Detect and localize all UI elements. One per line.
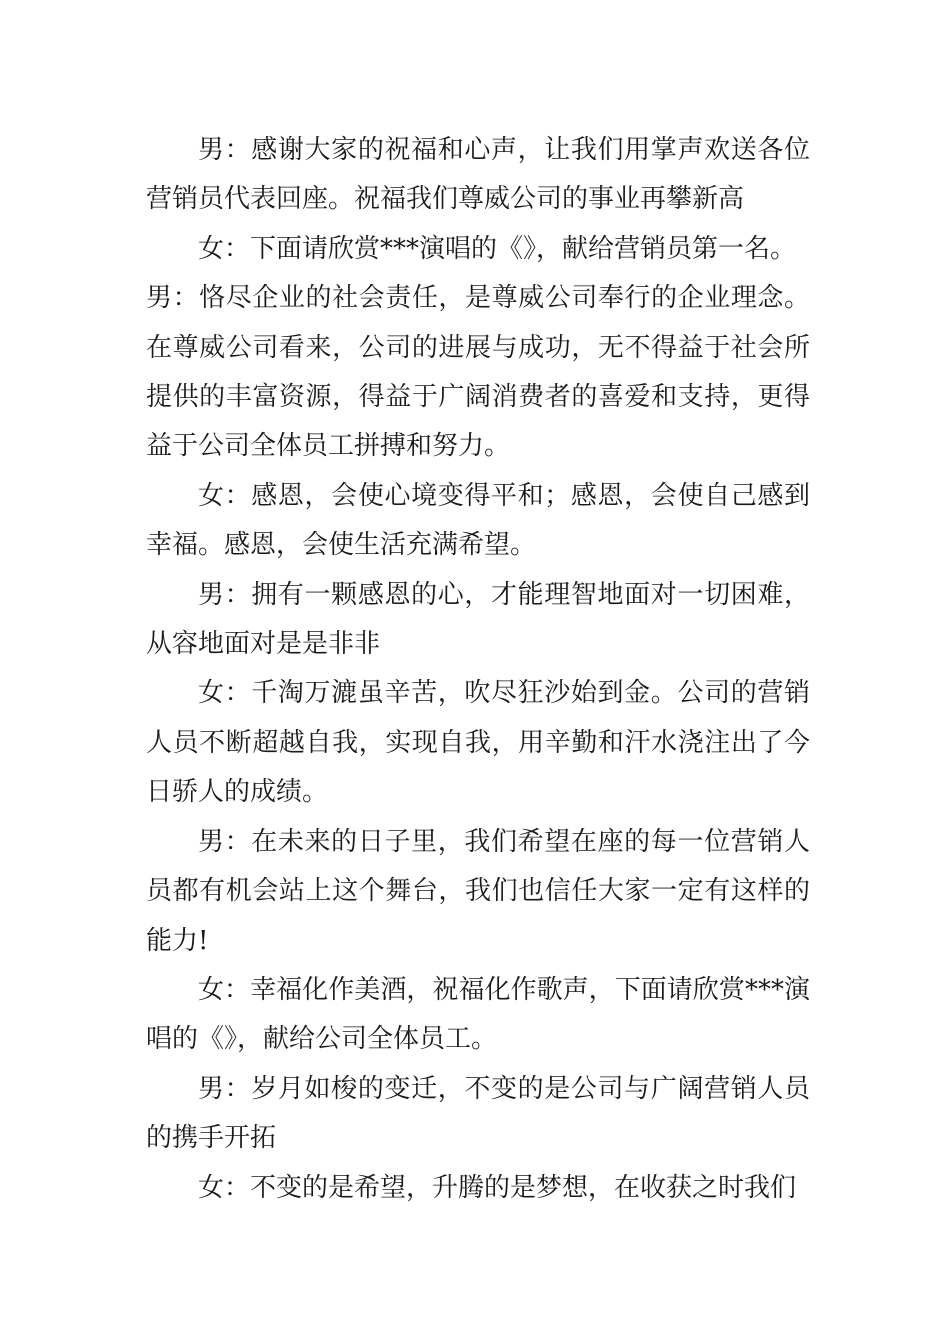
paragraph-4: 女：感恩，会使心境变得平和；感恩，会使自己感到幸福。感恩，会使生活充满希望。 bbox=[146, 480, 810, 561]
paragraph-5: 男：拥有一颗感恩的心，才能理智地面对一切困难，从容地面对是是非非 bbox=[146, 579, 810, 660]
document-body bbox=[146, 126, 810, 1213]
paragraph-3: 男：恪尽企业的社会责任，是尊威公司奉行的企业理念。在尊威公司看来，公司的进展与成功，无不得益于社会所提供的丰富资源，得益于广阔消费者的喜爱和支持，更得益于公司全体员工拼搏和努力。 bbox=[146, 283, 810, 462]
paragraph-7: 男：在未来的日子里，我们希望在座的每一位营销人员都有机会站上这个舞台，我们也信任大家一定有这样的能力! bbox=[146, 826, 810, 956]
paragraph-2: 女：下面请欣赏***演唱的《》，献给营销员第一名。 bbox=[198, 233, 797, 264]
paragraph-1: 男：感谢大家的祝福和心声，让我们用掌声欢送各位营销员代表回座。祝福我们尊威公司的事业再攀新高 bbox=[146, 135, 810, 215]
paragraph-10: 女：不变的是希望，升腾的是梦想，在收获之时我们 bbox=[198, 1172, 797, 1203]
paragraph-9: 男：岁月如梭的变迁，不变的是公司与广阔营销人员的携手开拓 bbox=[146, 1073, 810, 1154]
paragraph-6: 女：千淘万漉虽辛苦，吹尽狂沙始到金。公司的营销人员不断超越自我，实现自我，用辛勤和汗水浇注出了今日骄人的成绩。 bbox=[146, 678, 810, 808]
paragraph-8: 女：幸福化作美酒，祝福化作歌声，下面请欣赏***演唱的《》，献给公司全体员工。 bbox=[146, 974, 810, 1055]
